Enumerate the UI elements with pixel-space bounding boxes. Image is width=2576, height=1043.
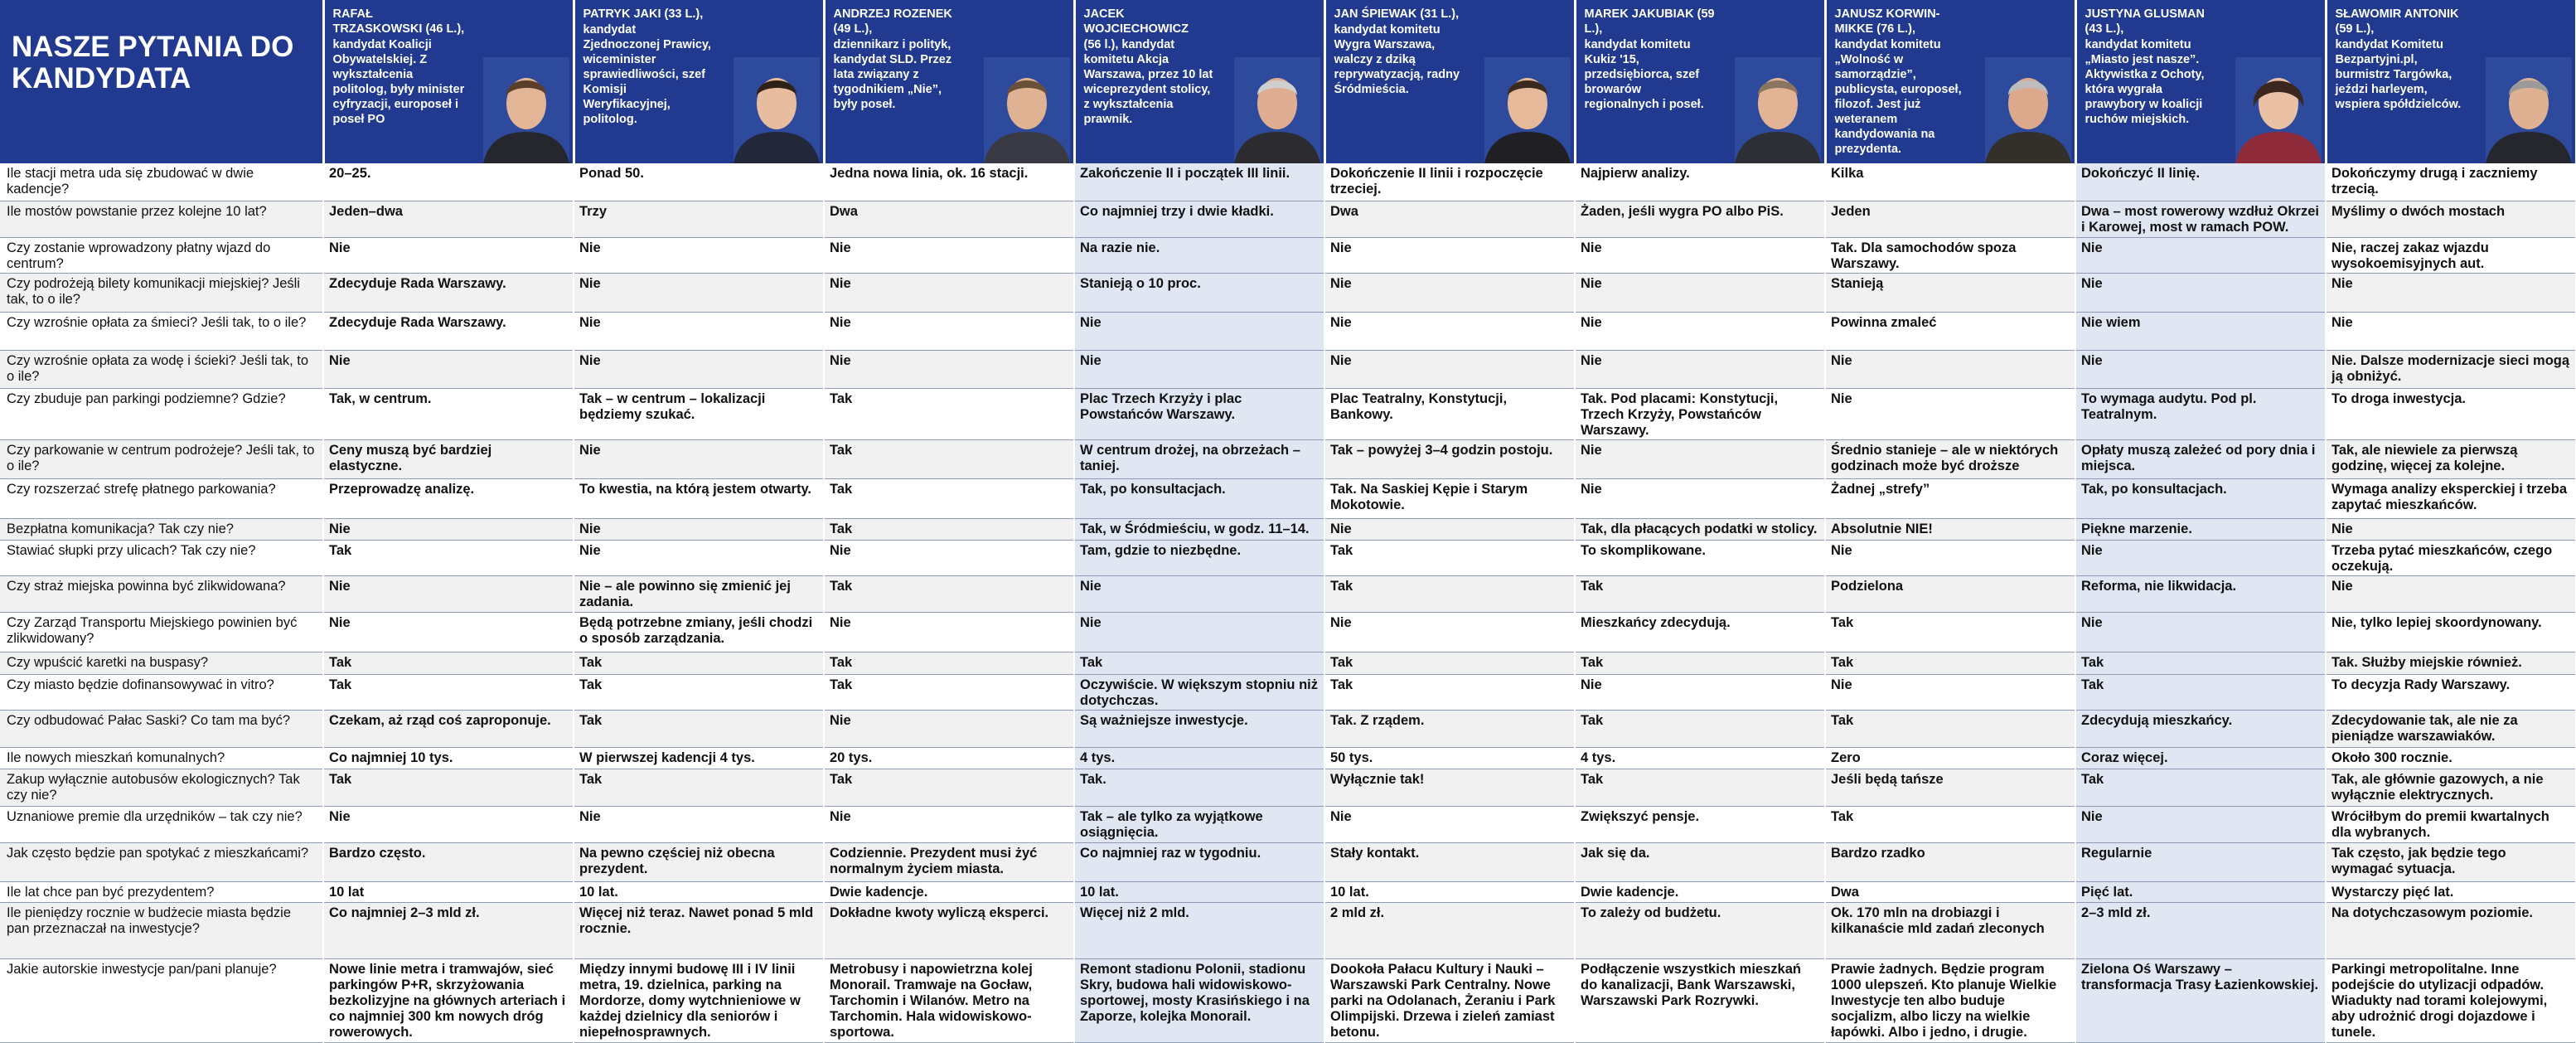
answer-cell: Tak	[1575, 575, 1825, 613]
answer-cell: Tak, po konsultacjach.	[2075, 478, 2326, 518]
answer-cell: Tak – w centrum – lokalizacji będziemy szukać.	[574, 388, 824, 439]
answer-cell: Dokładne kwoty wyliczą eksperci.	[824, 903, 1074, 959]
answer-cell: To wymaga audytu. Pod pl. Teatralnym.	[2075, 388, 2326, 439]
answer-cell: To droga inwestycja.	[2326, 388, 2576, 439]
answer-cell: Bardzo rzadko	[1825, 842, 2075, 881]
answer-cell: Tak	[1074, 652, 1324, 674]
answer-cell: Nie	[1324, 807, 1575, 843]
answer-cell: Jedna nowa linia, ok. 16 stacji.	[824, 163, 1074, 201]
answer-cell: Nie	[574, 807, 824, 843]
candidate-description: kandydat komitetu „Wolność w samorządzie”, publicysta, europoseł, filozof. Jest już weteranem kandydowania na prezydenta.	[1834, 38, 1962, 156]
answer-cell: Tak, dla płacących podatki w stolicy.	[1575, 518, 1825, 540]
table-row	[0, 842, 2576, 881]
candidate-name: JACEK WOJCIECHOWICZ	[1083, 7, 1189, 36]
answer-cell: Tak	[1825, 652, 2075, 674]
answer-cell: 20–25.	[323, 163, 574, 201]
candidate-header	[824, 0, 1074, 163]
answer-cell: W pierwszej kadencji 4 tys.	[574, 748, 824, 769]
table-row	[0, 903, 2576, 959]
answer-cell: Tak	[824, 652, 1074, 674]
answer-cell: Dookoła Pałacu Kultury i Nauki – Warszawski Park Centralny. Nowe parki na Odolanach, Żeraniu i Park Olimpijski. Drzewa i zieleń zamiast betonu.	[1324, 959, 1575, 1043]
answer-cell: Dwa – most rowerowy wzdłuż Okrzei i Karowej, most w ramach POW.	[2075, 201, 2326, 238]
answer-cell: Tak	[1825, 807, 2075, 843]
answer-cell: 10 lat.	[1074, 881, 1324, 902]
answer-cell: Nie	[1575, 478, 1825, 518]
answer-cell: Parkingi metropolitalne. Inne podejście do utylizacji odpadów. Wiadukty nad torami kolejowymi, aby udrożnić drogi dojazdowe i tunele.	[2326, 959, 2576, 1043]
question-cell: Ile pieniędzy rocznie w budżecie miasta będzie pan przeznaczał na inwestycje?	[0, 903, 323, 959]
answer-cell: Nie	[1324, 613, 1575, 652]
answer-cell: Piękne marzenie.	[2075, 518, 2326, 540]
question-cell: Ile lat chce pan być prezydentem?	[0, 881, 323, 902]
answer-cell: Zdecyduje Rada Warszawy.	[323, 313, 574, 351]
answer-cell: Tak	[1324, 575, 1575, 613]
table-row	[0, 351, 2576, 389]
answer-cell: Nie	[323, 518, 574, 540]
table-row	[0, 613, 2576, 652]
answer-cell: Jeśli będą tańsze	[1825, 769, 2075, 807]
answer-cell: Na pewno częściej niż obecna prezydent.	[574, 842, 824, 881]
answer-cell: Tak, w Śródmieściu, w godz. 11–14.	[1074, 518, 1324, 540]
answer-cell: Żadnej „strefy”	[1825, 478, 2075, 518]
answer-cell: Nie	[1324, 351, 1575, 389]
answer-cell: Oczywiście. W większym stopniu niż dotychczas.	[1074, 674, 1324, 711]
table-row	[0, 237, 2576, 273]
answer-cell: Nie	[574, 237, 824, 273]
answer-cell: Regularnie	[2075, 842, 2326, 881]
header-row	[0, 0, 2576, 163]
table-row	[0, 652, 2576, 674]
answer-cell: Nie	[824, 807, 1074, 843]
answer-cell: Tak	[1825, 613, 2075, 652]
candidate-header	[1825, 0, 2075, 163]
answer-cell: Nie	[1825, 388, 2075, 439]
table-title: NASZE PYTANIA DO KANDYDATA	[0, 0, 323, 163]
table-row	[0, 388, 2576, 439]
question-cell: Czy straż miejska powinna być zlikwidowana?	[0, 575, 323, 613]
question-cell: Ile nowych mieszkań komunalnych?	[0, 748, 323, 769]
answer-cell: Nie	[1324, 313, 1575, 351]
answer-cell: Trzeba pytać mieszkańców, czego oczekują.	[2326, 540, 2576, 575]
candidate-name: ANDRZEJ ROZENEK (49 L.),	[833, 7, 952, 36]
answer-cell: Nie, tylko lepiej skoordynowany.	[2326, 613, 2576, 652]
answer-cell: Czekam, aż rząd coś zaproponuje.	[323, 711, 574, 748]
answer-cell: Metrobusy i napowietrzna kolej Monorail. Tramwaje na Gocław, Tarchomin i Wilanów. Metro na Tarchomin. Hala widowiskowo-sportowa.	[824, 959, 1074, 1043]
answer-cell: Nie	[574, 351, 824, 389]
table-row	[0, 769, 2576, 807]
answer-cell: Nie	[2326, 313, 2576, 351]
answer-cell: Między innymi budowę III i IV linii metra, 19. dzielnica, parking na Mordorze, domy wytchnieniowe w każdej dzielnicy dla seniorów i niepełnosprawnych.	[574, 959, 824, 1043]
answer-cell: Tak	[323, 769, 574, 807]
answer-cell: Nie	[1074, 313, 1324, 351]
answer-cell: Pięć lat.	[2075, 881, 2326, 902]
answer-cell: Nie, raczej zakaz wjazdu wysokoemisyjnych aut.	[2326, 237, 2576, 273]
answer-cell: To skomplikowane.	[1575, 540, 1825, 575]
answer-cell: Co najmniej 2–3 mld zł.	[323, 903, 574, 959]
candidate-header	[1324, 0, 1575, 163]
answer-cell: Tak. Dla samochodów spoza Warszawy.	[1825, 237, 2075, 273]
answer-cell: Dokończenie II linii i rozpoczęcie trzeciej.	[1324, 163, 1575, 201]
candidate-name: JANUSZ KORWIN-MIKKE (76 L.),	[1834, 7, 1940, 36]
answer-cell: Nie	[323, 575, 574, 613]
answers-body	[0, 163, 2576, 1043]
answer-cell: Jeden–dwa	[323, 201, 574, 238]
answer-cell: Nie	[1324, 518, 1575, 540]
answer-cell: Nie	[2075, 237, 2326, 273]
answer-cell: Nie	[1074, 613, 1324, 652]
answer-cell: Nie	[1575, 674, 1825, 711]
answer-cell: Nie	[1825, 674, 2075, 711]
answer-cell: To kwestia, na którą jestem otwarty.	[574, 478, 824, 518]
answer-cell: Najpierw analizy.	[1575, 163, 1825, 201]
candidate-header	[1074, 0, 1324, 163]
answer-cell: Tak	[574, 711, 824, 748]
answer-cell: Nie	[1324, 273, 1575, 313]
table-row	[0, 201, 2576, 238]
answer-cell: Nie	[1074, 575, 1324, 613]
candidate-description: (56 l.), kandydat komitetu Akcja Warszawa, przez 10 lat wiceprezydent stolicy, z wykształcenia prawnik.	[1083, 38, 1213, 126]
answer-cell: Tak. Pod placami: Konstytucji, Trzech Krzyży, Powstańców Warszawy.	[1575, 388, 1825, 439]
answer-cell: Reforma, nie likwidacja.	[2075, 575, 2326, 613]
answer-cell: Tak, w centrum.	[323, 388, 574, 439]
answer-cell: Myślimy o dwóch mostach	[2326, 201, 2576, 238]
question-cell: Zakup wyłącznie autobusów ekologicznych? Tak czy nie?	[0, 769, 323, 807]
candidate-description: dziennikarz i polityk, kandydat SLD. Przez lata związany z tygodnikiem „Nie”, były poseł.	[833, 38, 952, 111]
candidate-description: kandydat Komitetu Bezpartyjni.pl, burmistrz Targówka, jeździ harleyem, wspiera spółdzielców.	[2335, 38, 2462, 111]
question-cell: Ile mostów powstanie przez kolejne 10 lat?	[0, 201, 323, 238]
answer-cell: Kilka	[1825, 163, 2075, 201]
candidate-description: kandydat komitetu „Miasto jest nasze”. Aktywistka z Ochoty, która wygrała prawybory w koalicji ruchów miejskich.	[2085, 38, 2205, 126]
answer-cell: Nie	[824, 273, 1074, 313]
answer-cell: Są ważniejsze inwestycje.	[1074, 711, 1324, 748]
candidate-portrait	[984, 57, 1070, 163]
answer-cell: 4 tys.	[1074, 748, 1324, 769]
answer-cell: Tak	[323, 674, 574, 711]
answer-cell: Około 300 rocznie.	[2326, 748, 2576, 769]
answer-cell: Nie	[2075, 540, 2326, 575]
answer-cell: Tak	[824, 388, 1074, 439]
answer-cell: Tak	[1575, 769, 1825, 807]
answer-cell: Tak	[2075, 652, 2326, 674]
candidate-description: kandydat komitetu Wygra Warszawa, walczy z dziką reprywatyzacją, radny Śródmieścia.	[1334, 23, 1460, 96]
answer-cell: Tak	[323, 652, 574, 674]
answer-cell: Tak, ale głównie gazowych, a nie wyłącznie elektrycznych.	[2326, 769, 2576, 807]
candidate-description: kandydat komitetu Kukiz '15, przedsiębiorca, szef browarów regionalnych i poseł.	[1584, 38, 1704, 111]
table-row	[0, 518, 2576, 540]
answer-cell: Tak – ale tylko za wyjątkowe osiągnięcia.	[1074, 807, 1324, 843]
answer-cell: Nie	[2326, 518, 2576, 540]
answer-cell: Co najmniej raz w tygodniu.	[1074, 842, 1324, 881]
question-cell: Czy Zarząd Transportu Miejskiego powinien być zlikwidowany?	[0, 613, 323, 652]
answer-cell: Tam, gdzie to niezbędne.	[1074, 540, 1324, 575]
question-cell: Czy miasto będzie dofinansowywać in vitro?	[0, 674, 323, 711]
answer-cell: Dwa	[824, 201, 1074, 238]
answer-cell: Dwie kadencje.	[824, 881, 1074, 902]
answer-cell: Co najmniej 10 tys.	[323, 748, 574, 769]
answer-cell: Ok. 170 mln na drobiazgi i kilkanaście mld zadań zleconych	[1825, 903, 2075, 959]
answer-cell: Tak	[1825, 711, 2075, 748]
answer-cell: Stanieją o 10 proc.	[1074, 273, 1324, 313]
candidate-name: SŁAWOMIR ANTONIK (59 L.),	[2335, 7, 2459, 36]
answer-cell: Nie	[824, 351, 1074, 389]
answer-cell: Nie	[323, 237, 574, 273]
candidate-header	[1575, 0, 1825, 163]
answer-cell: Nie. Dalsze modernizacje sieci mogą ją obniżyć.	[2326, 351, 2576, 389]
answer-cell: Nie	[824, 613, 1074, 652]
answer-cell: Mieszkańcy zdecydują.	[1575, 613, 1825, 652]
answer-cell: To zależy od budżetu.	[1575, 903, 1825, 959]
answer-cell: Nie	[2326, 273, 2576, 313]
answer-cell: Nie	[824, 237, 1074, 273]
answer-cell: Zdecydowanie tak, ale nie za pieniądze warszawiaków.	[2326, 711, 2576, 748]
question-cell: Czy zostanie wprowadzony płatny wjazd do centrum?	[0, 237, 323, 273]
answer-cell: Nie	[574, 439, 824, 478]
question-cell: Czy wpuścić karetki na buspasy?	[0, 652, 323, 674]
candidate-portrait	[2486, 57, 2572, 163]
answer-cell: Tak	[2075, 769, 2326, 807]
answer-cell: 20 tys.	[824, 748, 1074, 769]
answer-cell: Tak	[824, 674, 1074, 711]
question-cell: Stawiać słupki przy ulicach? Tak czy nie?	[0, 540, 323, 575]
answer-cell: Tak – powyżej 3–4 godzin postoju.	[1324, 439, 1575, 478]
candidate-header	[323, 0, 574, 163]
answer-cell: Jak się da.	[1575, 842, 1825, 881]
question-cell: Czy wzrośnie opłata za śmieci? Jeśli tak, to o ile?	[0, 313, 323, 351]
answer-cell: Nie	[1825, 540, 2075, 575]
answer-cell: Trzy	[574, 201, 824, 238]
candidate-description: kandydat Zjednoczonej Prawicy, wiceminister sprawiedliwości, szef Komisji Weryfikacyjnej, politolog.	[583, 23, 711, 126]
question-cell: Czy zbuduje pan parkingi podziemne? Gdzie?	[0, 388, 323, 439]
answer-cell: Prawie żadnych. Będzie program 1000 ulepszeń. Kto planuje Wielkie Inwestycje ten albo buduje socjalizm, albo liczy na wielkie łapówki. Albo i jedno, i drugie.	[1825, 959, 2075, 1043]
answer-cell: Tak	[1324, 540, 1575, 575]
answer-cell: Powinna zmaleć	[1825, 313, 2075, 351]
candidate-name: JAN ŚPIEWAK (31 L.),	[1334, 7, 1460, 21]
answer-cell: 10 lat.	[574, 881, 824, 902]
table-row	[0, 540, 2576, 575]
answer-cell: Nie	[574, 518, 824, 540]
answer-cell: Tak	[574, 674, 824, 711]
answer-cell: Nie	[824, 540, 1074, 575]
candidate-header	[2326, 0, 2576, 163]
answer-cell: Więcej niż teraz. Nawet ponad 5 mld rocznie.	[574, 903, 824, 959]
answer-cell: 10 lat	[323, 881, 574, 902]
answer-cell: Tak	[1575, 711, 1825, 748]
answer-cell: Tak. Służby miejskie również.	[2326, 652, 2576, 674]
table-row	[0, 439, 2576, 478]
question-cell: Czy rozszerzać strefę płatnego parkowania?	[0, 478, 323, 518]
question-cell: Czy parkowanie w centrum podrożeje? Jeśli tak, to o ile?	[0, 439, 323, 478]
answer-cell: Tak	[824, 575, 1074, 613]
answer-cell: Nie	[1575, 351, 1825, 389]
answer-cell: Tak	[323, 540, 574, 575]
answer-cell: Tak	[824, 478, 1074, 518]
answer-cell: Ponad 50.	[574, 163, 824, 201]
answer-cell: Nie	[1825, 351, 2075, 389]
answer-cell: Nie	[1575, 439, 1825, 478]
question-cell: Uznaniowe premie dla urzędników – tak czy nie?	[0, 807, 323, 843]
answer-cell: Wystarczy pięć lat.	[2326, 881, 2576, 902]
answer-cell: Nie – ale powinno się zmienić jej zadania.	[574, 575, 824, 613]
answer-cell: Nie	[574, 540, 824, 575]
answer-cell: Tak	[1324, 652, 1575, 674]
table-row	[0, 711, 2576, 748]
answer-cell: Nie	[574, 273, 824, 313]
answer-cell: Zakończenie II i początek III linii.	[1074, 163, 1324, 201]
answer-cell: Nie	[824, 711, 1074, 748]
answer-cell: Dokończymy drugą i zaczniemy trzecią.	[2326, 163, 2576, 201]
answer-cell: W centrum drożej, na obrzeżach – taniej.	[1074, 439, 1324, 478]
answer-cell: Nie	[1324, 237, 1575, 273]
answer-cell: Nie	[2075, 807, 2326, 843]
candidate-description: kandydat Koalicji Obywatelskiej. Z wykształcenia politolog, były minister cyfryzacji, europoseł i poseł PO	[332, 38, 465, 126]
answer-cell: Zielona Oś Warszawy – transformacja Trasy Łazienkowskiej.	[2075, 959, 2326, 1043]
answer-cell: 50 tys.	[1324, 748, 1575, 769]
answer-cell: Więcej niż 2 mld.	[1074, 903, 1324, 959]
table-row	[0, 163, 2576, 201]
answer-cell: Tak	[824, 439, 1074, 478]
candidate-name: PATRYK JAKI (33 L.),	[583, 7, 704, 21]
question-cell: Ile stacji metra uda się zbudować w dwie kadencje?	[0, 163, 323, 201]
candidate-portrait	[1985, 57, 2071, 163]
answer-cell: Średnio stanieje – ale w niektórych godzinach może być droższe	[1825, 439, 2075, 478]
answer-cell: Dwie kadencje.	[1575, 881, 1825, 902]
answer-cell: Tak	[1324, 674, 1575, 711]
answer-cell: Codziennie. Prezydent musi żyć normalnym życiem miasta.	[824, 842, 1074, 881]
answer-cell: Nie	[574, 313, 824, 351]
answer-cell: Coraz więcej.	[2075, 748, 2326, 769]
answer-cell: Tak	[824, 518, 1074, 540]
answer-cell: Bardzo często.	[323, 842, 574, 881]
candidate-name: JUSTYNA GLUSMAN (43 L.),	[2085, 7, 2205, 36]
answer-cell: Opłaty muszą zależeć od pory dnia i miejsca.	[2075, 439, 2326, 478]
answer-cell: Nowe linie metra i tramwajów, sieć parkingów P+R, skrzyżowania bezkolizyjne na głównych arteriach i co najmniej 300 km nowych dróg rowerowych.	[323, 959, 574, 1043]
candidate-header	[574, 0, 824, 163]
answer-cell: Plac Teatralny, Konstytucji, Bankowy.	[1324, 388, 1575, 439]
answer-cell: Plac Trzech Krzyży i plac Powstańców Warszawy.	[1074, 388, 1324, 439]
candidate-portrait	[1735, 57, 1821, 163]
answer-cell: Nie	[2075, 613, 2326, 652]
answer-cell: 2 mld zł.	[1324, 903, 1575, 959]
answer-cell: Wyłącznie tak!	[1324, 769, 1575, 807]
answer-cell: Zdecydują mieszkańcy.	[2075, 711, 2326, 748]
answer-cell: To decyzja Rady Warszawy.	[2326, 674, 2576, 711]
answer-cell: Tak, ale niewiele za pierwszą godzinę, więcej za kolejne.	[2326, 439, 2576, 478]
candidate-name: RAFAŁ TRZASKOWSKI (46 L.),	[332, 7, 465, 36]
answer-cell: Jeden	[1825, 201, 2075, 238]
answer-cell: 10 lat.	[1324, 881, 1575, 902]
answer-cell: Nie wiem	[2075, 313, 2326, 351]
question-cell: Czy odbudować Pałac Saski? Co tam ma być?	[0, 711, 323, 748]
answer-cell: Nie	[323, 613, 574, 652]
answer-cell: Zdecyduje Rada Warszawy.	[323, 273, 574, 313]
answer-cell: Dwa	[1825, 881, 2075, 902]
question-cell: Bezpłatna komunikacja? Tak czy nie?	[0, 518, 323, 540]
question-cell: Czy wzrośnie opłata za wodę i ścieki? Jeśli tak, to o ile?	[0, 351, 323, 389]
answer-cell: Nie	[2075, 273, 2326, 313]
table-row	[0, 959, 2576, 1043]
question-cell: Jakie autorskie inwestycje pan/pani planuje?	[0, 959, 323, 1043]
candidate-portrait	[734, 57, 820, 163]
table-row	[0, 575, 2576, 613]
answer-cell: Nie	[2326, 575, 2576, 613]
answer-cell: Będą potrzebne zmiany, jeśli chodzi o sposób zarządzania.	[574, 613, 824, 652]
table-row	[0, 748, 2576, 769]
answer-cell: Podłączenie wszystkich mieszkań do kanalizacji, Bank Warszawski, Warszawski Park Rozrywki.	[1575, 959, 1825, 1043]
answer-cell: Wymaga analizy eksperckiej i trzeba zapytać mieszkańców.	[2326, 478, 2576, 518]
answer-cell: 4 tys.	[1575, 748, 1825, 769]
answer-cell: Tak, po konsultacjach.	[1074, 478, 1324, 518]
answer-cell: Zero	[1825, 748, 2075, 769]
candidate-portrait	[483, 57, 569, 163]
answer-cell: Nie	[323, 351, 574, 389]
answer-cell: Tak	[824, 769, 1074, 807]
answer-cell: Tak	[1575, 652, 1825, 674]
answer-cell: Tak. Z rządem.	[1324, 711, 1575, 748]
answer-cell: Na razie nie.	[1074, 237, 1324, 273]
table-row	[0, 313, 2576, 351]
answer-cell: Na dotychczasowym poziomie.	[2326, 903, 2576, 959]
answer-cell: Tak	[574, 652, 824, 674]
answer-cell: Co najmniej trzy i dwie kładki.	[1074, 201, 1324, 238]
answer-cell: Nie	[824, 313, 1074, 351]
answer-cell: Stały kontakt.	[1324, 842, 1575, 881]
answer-cell: Podzielona	[1825, 575, 2075, 613]
candidate-name: MAREK JAKUBIAK (59 L.),	[1584, 7, 1715, 36]
answer-cell: Dwa	[1324, 201, 1575, 238]
answer-cell: Tak	[2075, 674, 2326, 711]
answer-cell: Tak.	[1074, 769, 1324, 807]
question-cell: Czy podrożeją bilety komunikacji miejskiej? Jeśli tak, to o ile?	[0, 273, 323, 313]
answer-cell: Nie	[1074, 351, 1324, 389]
answer-cell: Ceny muszą być bardziej elastyczne.	[323, 439, 574, 478]
question-cell: Jak często będzie pan spotykać z mieszkańcami?	[0, 842, 323, 881]
answer-cell: Stanieją	[1825, 273, 2075, 313]
candidate-portrait	[2235, 57, 2322, 163]
answer-cell: Nie	[323, 807, 574, 843]
answer-cell: Nie	[2075, 351, 2326, 389]
candidate-portrait	[1234, 57, 1320, 163]
candidate-portrait	[1484, 57, 1571, 163]
answer-cell: Tak	[574, 769, 824, 807]
table-row	[0, 478, 2576, 518]
candidate-header	[2075, 0, 2326, 163]
answer-cell: Tak. Na Saskiej Kępie i Starym Mokotowie.	[1324, 478, 1575, 518]
table-row	[0, 807, 2576, 843]
answer-cell: 2–3 mld zł.	[2075, 903, 2326, 959]
answer-cell: Absolutnie NIE!	[1825, 518, 2075, 540]
table-row	[0, 674, 2576, 711]
table-row	[0, 881, 2576, 902]
answer-cell: Nie	[1575, 313, 1825, 351]
answer-cell: Nie	[1575, 237, 1825, 273]
answer-cell: Przeprowadzę analizę.	[323, 478, 574, 518]
answer-cell: Tak często, jak będzie tego wymagać sytuacja.	[2326, 842, 2576, 881]
answer-cell: Nie	[1575, 273, 1825, 313]
table-row	[0, 273, 2576, 313]
answer-cell: Zwiększyć pensje.	[1575, 807, 1825, 843]
answer-cell: Wróciłbym do premii kwartalnych dla wybranych.	[2326, 807, 2576, 843]
answer-cell: Remont stadionu Polonii, stadionu Skry, budowa hali widowiskowo-sportowej, mosty Krasińskiego i na Zaporze, kolejka Monorail.	[1074, 959, 1324, 1043]
answer-cell: Żaden, jeśli wygra PO albo PiS.	[1575, 201, 1825, 238]
answer-cell: Dokończyć II linię.	[2075, 163, 2326, 201]
